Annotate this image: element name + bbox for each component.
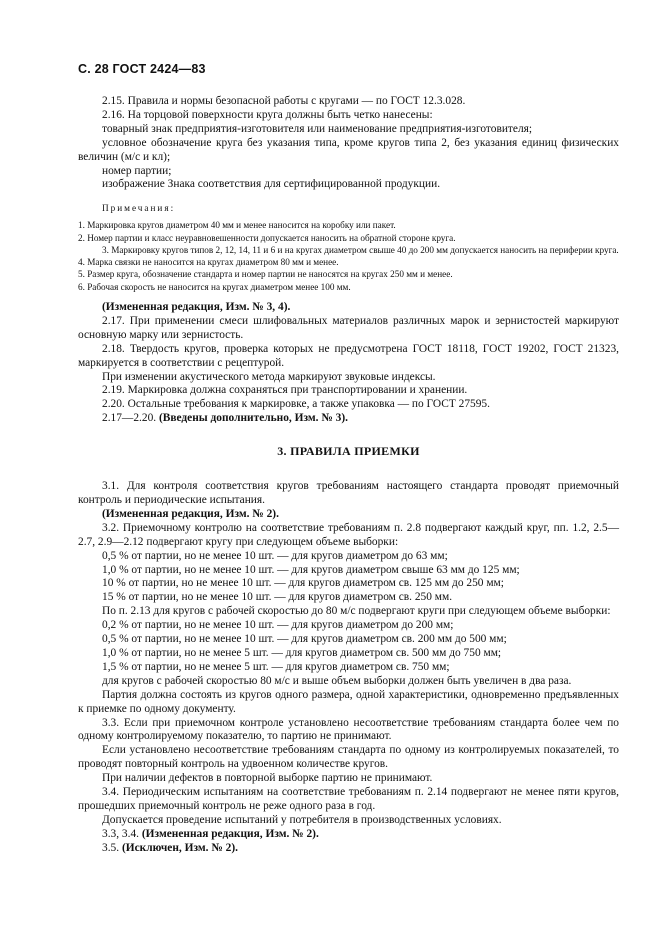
marking-item-batch: номер партии; bbox=[102, 164, 172, 177]
note-item: 6. Рабочая скорость не наносится на кругах диаметром менее 100 мм. bbox=[78, 281, 351, 292]
page-header: С. 28 ГОСТ 2424—83 bbox=[78, 62, 206, 76]
marking-item-trademark: товарный знак предприятия-изготовителя или наименование предприятия-изготовителя; bbox=[102, 122, 533, 135]
paragraph-2-18: 2.18. Твердость кругов, проверка которых не предусмотрена ГОСТ 18118, ГОСТ 19202, ГОСТ 21323, маркируется в соответствии с рецептурой. bbox=[78, 342, 619, 369]
paragraph-3-3: 3.3. Если при приемочном контроле установлено несоответствие требованиям стандарта более чем по одному контролируемому показателю, то партию не принимают. bbox=[78, 716, 619, 743]
revision-note: (Измененная редакция, Изм. № 2). bbox=[141, 827, 319, 840]
paragraph-80-speed: для кругов с рабочей скоростью 80 м/с и выше объем выборки должен быть увеличен в два раза. bbox=[102, 674, 572, 687]
paragraph-3-3-3-4 bbox=[78, 828, 619, 842]
paragraph-2-19: 2.19. Маркировка должна сохраняться при транспортировании и хранении. bbox=[102, 384, 468, 397]
section-title: 3. ПРАВИЛА ПРИЕМКИ bbox=[277, 444, 420, 459]
sample-item: 1,5 % от партии, но не менее 5 шт. — для кругов диаметром св. 750 мм; bbox=[102, 660, 450, 673]
note-item: 1. Маркировка кругов диаметром 40 мм и менее наносится на коробку или пакет. bbox=[78, 220, 396, 231]
sample-item: 1,0 % от партии, но не менее 10 шт. — для кругов диаметром свыше 63 мм до 125 мм; bbox=[102, 563, 520, 576]
sample-item: 10 % от партии, но не менее 10 шт. — для кругов диаметром св. 125 мм до 250 мм; bbox=[102, 577, 504, 590]
body-text bbox=[78, 95, 619, 856]
note-item: 3. Маркировку кругов типов 2, 12, 14, 11 и 6 и на кругах диаметром свыше 40 до 200 мм допускается наносить на периферии круга. bbox=[102, 244, 619, 255]
paragraph-2-13-sampling: По п. 2.13 для кругов с рабочей скоростью до 80 м/с подвергают круги при следующем объеме выборки: bbox=[102, 605, 611, 618]
paragraph-3-4-consumer: Допускается проведение испытаний у потребителя в производственных условиях. bbox=[102, 813, 502, 826]
paragraph-3-3-repeat: Если установлено несоответствие требованиям стандарта по одному из контролируемых показателей, то проводят повторный контроль на удвоенном количестве кругов. bbox=[78, 744, 619, 771]
sample-item: 1,0 % от партии, но не менее 5 шт. — для кругов диаметром св. 500 мм до 750 мм; bbox=[102, 646, 502, 659]
marking-item-designation: условное обозначение круга без указания типа, кроме кругов типа 2, без указания единиц физических величин (м/с и кл); bbox=[78, 136, 619, 163]
paragraph-2-16: 2.16. На торцовой поверхности круга должны быть четко нанесены: bbox=[102, 108, 433, 121]
sample-item: 0,5 % от партии, но не менее 10 шт. — для кругов диаметром св. 200 мм до 500 мм; bbox=[102, 633, 507, 646]
paragraph-prefix: 2.17—2.20. bbox=[102, 412, 159, 425]
revision-note: (Измененная редакция, Изм. № 3, 4). bbox=[102, 301, 291, 314]
paragraph-2-18-note: При изменении акустического метода маркируют звуковые индексы. bbox=[102, 370, 436, 383]
paragraph-party: Партия должна состоять из кругов одного размера, одной характеристики, одновременно предъявленных к приемке по одному документу. bbox=[78, 688, 619, 715]
sample-item: 0,5 % от партии, но не менее 10 шт. — для кругов диаметром до 63 мм; bbox=[102, 549, 448, 562]
revision-note: (Измененная редакция, Изм. № 2). bbox=[102, 507, 279, 520]
revision-note: (Введены дополнительно, Изм. № 3). bbox=[158, 412, 348, 425]
paragraph-2-20: 2.20. Остальные требования к маркировке, а также упаковка — по ГОСТ 27595. bbox=[102, 398, 490, 411]
paragraph-prefix: 3.5. bbox=[102, 841, 122, 854]
notes-list bbox=[78, 219, 619, 293]
paragraph-prefix: 3.3, 3.4. bbox=[102, 827, 142, 840]
paragraph-2-17: 2.17. При применении смеси шлифовальных материалов различных марок и зернистостей маркируют основную марку или зернистость. bbox=[78, 314, 619, 341]
paragraph-3-5 bbox=[78, 842, 619, 856]
revision-note: (Исключен, Изм. № 2). bbox=[121, 841, 238, 854]
paragraph-3-2: 3.2. Приемочному контролю на соответствие требованиям п. 2.8 подвергают каждый круг, пп. 1.2, 2.5—2.7, 2.9—2.12 подвергают кругу при следующем объеме выборки: bbox=[78, 521, 619, 548]
note-item: 5. Размер круга, обозначение стандарта и номер партии не наносятся на кругах 250 мм и менее. bbox=[78, 269, 453, 280]
notes-title: Примечания: bbox=[102, 203, 176, 214]
note-item: 2. Номер партии и класс неуравновешенности допускается наносить на обратной стороне круга. bbox=[78, 232, 456, 243]
sample-item: 0,2 % от партии, но не менее 10 шт. — для кругов диаметром до 200 мм; bbox=[102, 619, 454, 632]
sample-item: 15 % от партии, но не менее 10 шт. — для кругов диаметром св. 250 мм. bbox=[102, 591, 453, 604]
marking-item-conformity-mark: изображение Знака соответствия для сертифицированной продукции. bbox=[102, 178, 441, 191]
note-item: 4. Марка связки не наносится на кругах диаметром 80 мм и менее. bbox=[78, 257, 339, 268]
paragraph-3-3-defects: При наличии дефектов в повторной выборке партию не принимают. bbox=[102, 772, 433, 785]
paragraph-2-17-2-20 bbox=[78, 412, 619, 426]
paragraph-3-4: 3.4. Периодическим испытаниям на соответствие требованиям п. 2.14 подвергают не менее пяти кругов, прошедших приемочный контроль не реже одного раза в год. bbox=[78, 786, 619, 812]
paragraph-2-15: 2.15. Правила и нормы безопасной работы с кругами — по ГОСТ 12.3.028. bbox=[102, 95, 466, 107]
paragraph-3-1: 3.1. Для контроля соответствия кругов требованиям настоящего стандарта проводят приемочный контроль и периодические испытания. bbox=[78, 480, 619, 506]
